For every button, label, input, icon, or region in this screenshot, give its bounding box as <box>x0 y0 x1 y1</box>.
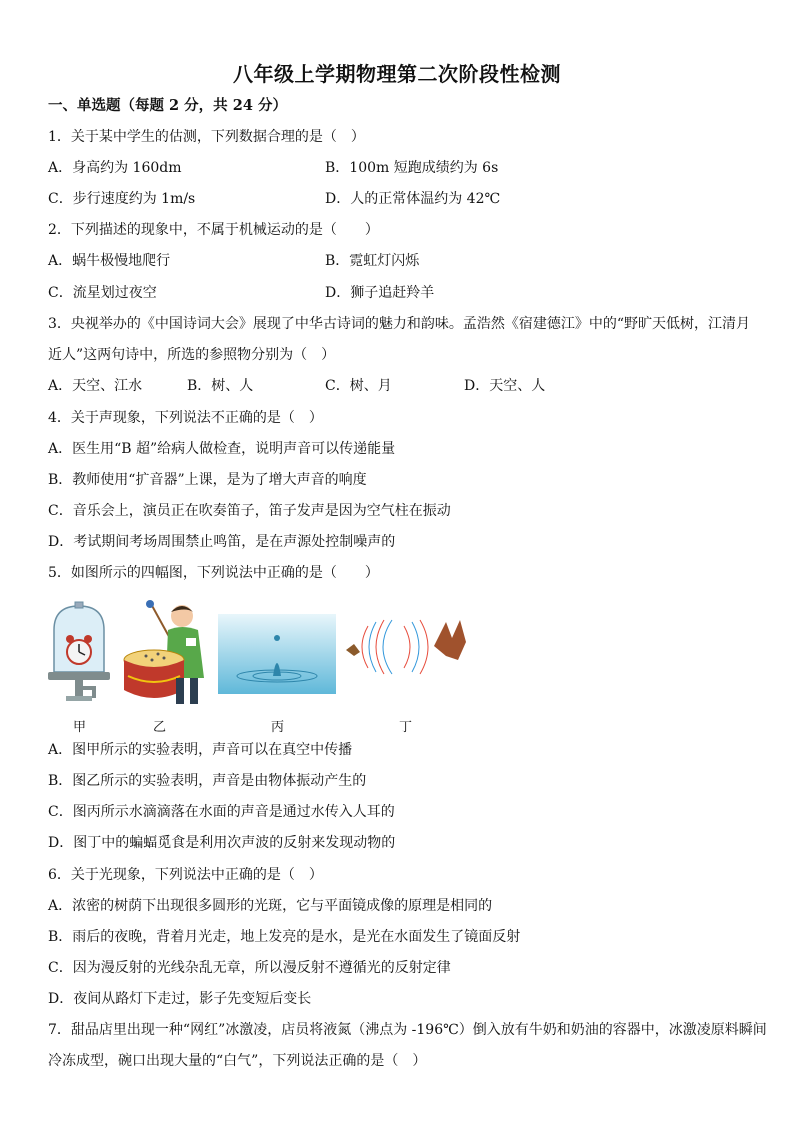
q6-option-c: C．因为漫反射的光线杂乱无章，所以漫反射不遵循光的反射定律 <box>48 960 451 976</box>
question-3-stem-line1: 3．央视举办的《中国诗词大会》展现了中华古诗词的魅力和韵味。孟浩然《宿建德江》中的“野旷天低树，江清月 <box>48 316 751 332</box>
q2-option-b: B．霓虹灯闪烁 <box>325 253 420 269</box>
question-4-stem: 4．关于声现象，下列说法不正确的是（ ） <box>48 410 323 426</box>
q6-option-b: B．雨后的夜晚，背着月光走，地上发亮的是水，是光在水面发生了镜面反射 <box>48 929 521 945</box>
q4-option-a: A．医生用“B 超”给病人做检查，说明声音可以传递能量 <box>48 441 396 457</box>
bat-echo-figure <box>342 616 472 678</box>
q3-option-d: D．天空、人 <box>464 378 546 394</box>
q5-option-c: C．图丙所示水滴滴落在水面的声音是通过水传入人耳的 <box>48 804 395 820</box>
water-drop-figure <box>218 614 336 694</box>
q1-option-d: D．人的正常体温约为 42℃ <box>325 191 501 207</box>
question-3-stem-line2: 近人”这两句诗中，所选的参照物分别为（ ） <box>48 347 336 363</box>
figure-caption-jia: 甲 <box>73 720 87 735</box>
question-1-stem: 1．关于某中学生的估测，下列数据合理的是（ ） <box>48 129 365 145</box>
q2-option-c: C．流星划过夜空 <box>48 285 157 301</box>
q3-option-b: B．树、人 <box>187 378 254 394</box>
drum-boy-figure <box>120 598 210 710</box>
page-title: 八年级上学期物理第二次阶段性检测 <box>233 62 561 86</box>
q4-option-d: D．考试期间考场周围禁止鸣笛，是在声源处控制噪声的 <box>48 534 396 550</box>
q4-option-b: B．教师使用“扩音器”上课，是为了增大声音的响度 <box>48 472 367 488</box>
q1-option-b: B．100m 短跑成绩约为 6s <box>325 160 499 176</box>
q1-option-a: A．身高约为 160dm <box>48 160 182 176</box>
question-5-stem: 5．如图所示的四幅图，下列说法中正确的是（ ） <box>48 565 379 581</box>
q6-option-d: D．夜间从路灯下走过，影子先变短后变长 <box>48 991 312 1007</box>
q2-option-d: D．狮子追赶羚羊 <box>325 285 435 301</box>
q3-option-c: C．树、月 <box>325 378 392 394</box>
q5-option-d: D．图丁中的蝙蝠觅食是利用次声波的反射来发现动物的 <box>48 835 396 851</box>
q5-option-b: B．图乙所示的实验表明，声音是由物体振动产生的 <box>48 773 367 789</box>
q4-option-c: C．音乐会上，演员正在吹奏笛子，笛子发声是因为空气柱在振动 <box>48 503 451 519</box>
q1-option-c: C．步行速度约为 1m/s <box>48 191 196 207</box>
bell-jar-figure <box>44 600 114 710</box>
question-2-stem: 2．下列描述的现象中，不属于机械运动的是（ ） <box>48 222 379 238</box>
figure-caption-bing: 丙 <box>271 720 285 735</box>
q2-option-a: A．蜗牛极慢地爬行 <box>48 253 171 269</box>
q3-option-a: A．天空、江水 <box>48 378 143 394</box>
q6-option-a: A．浓密的树荫下出现很多圆形的光斑，它与平面镜成像的原理是相同的 <box>48 898 493 914</box>
section-heading: 一、单选题（每题 2 分，共 24 分） <box>48 97 287 114</box>
question-7-stem-line1: 7．甜品店里出现一种“网红”冰激凌，店员将液氮（沸点为 -196℃）倒入放有牛奶和奶油的容器中，冰激凌原料瞬间 <box>48 1022 767 1038</box>
figure-caption-ding: 丁 <box>399 720 413 735</box>
question-7-stem-line2: 冷冻成型，碗口出现大量的“白气”，下列说法正确的是（ ） <box>48 1053 427 1069</box>
figure-caption-yi: 乙 <box>153 720 167 735</box>
q5-option-a: A．图甲所示的实验表明，声音可以在真空中传播 <box>48 742 353 758</box>
question-6-stem: 6．关于光现象，下列说法中正确的是（ ） <box>48 867 323 883</box>
